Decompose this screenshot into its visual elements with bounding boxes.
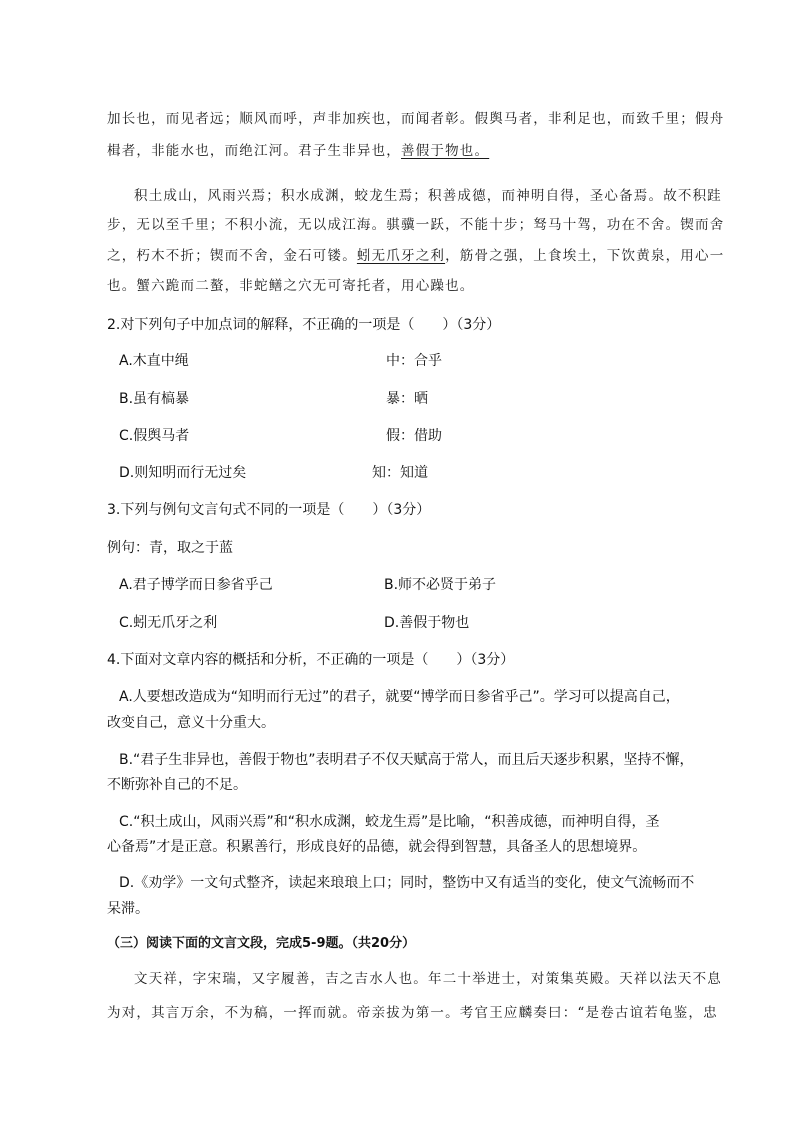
q3-example: 例句：青，取之于蓝	[107, 540, 233, 556]
q4-option-c-line2: 心备焉”才是正意。积累善行，形成良好的品德，就会得到智慧，具备圣人的思想境界。	[107, 839, 647, 855]
q2-option-c-gloss: 假：借助	[386, 428, 442, 444]
q4-option-d-line2: 呆滞。	[107, 901, 149, 917]
q3-option-c: C.蚓无爪牙之利	[119, 615, 218, 631]
underlined-phrase: 蚓无爪牙之利	[356, 248, 446, 264]
q2-option-c: C.假舆马者	[119, 428, 190, 444]
section3-heading: （三）阅读下面的文言文段，完成5-9题。（共20分）	[107, 936, 416, 951]
q4-option-c-line1: C.“积土成山，风雨兴焉”和“积水成渊，蛟龙生焉”是比喻，“积善成德，而神明自得，圣	[119, 814, 660, 830]
q3-option-d: D.善假于物也	[384, 615, 470, 631]
passage2-line4: 也。蟹六跪而二螯，非蛇鳝之穴无可寄托者，用心躁也。	[107, 278, 475, 294]
q2-option-b-gloss: 暴：晒	[386, 391, 428, 407]
q2-option-d: D.则知明而行无过矣	[119, 465, 247, 481]
q3-option-a: A.君子博学而日参省乎己	[119, 577, 273, 593]
q2-option-a: A.木直中绳	[119, 353, 189, 369]
q4-option-d-line1: D.《劝学》一文句式整齐，读起来琅琅上口；同时，整饬中又有适当的变化，使文气流畅而不	[119, 875, 695, 891]
passage2-line3-text: 之，朽木不折；锲而不舍，金石可镂。	[107, 248, 357, 264]
q3-stem: 3.下列与例句文言句式不同的一项是（ ）（3分）	[107, 502, 431, 518]
passage1-line1: 加长也，而见者远；顺风而呼，声非加疾也，而闻者彰。假舆马者，非利足也，而致千里；假舟	[107, 111, 725, 127]
q4-stem: 4.下面对文章内容的概括和分析，不正确的一项是（ ）（3分）	[107, 652, 515, 668]
section3-line1: 文天祥，字宋瑞，又字履善，吉之吉水人也。年二十举进士，对策集英殿。天祥以法天不息	[134, 971, 722, 987]
q4-option-b-line2: 不断弥补自己的不足。	[107, 777, 247, 793]
passage2-line1: 积土成山，风雨兴焉；积水成渊，蛟龙生焉；积善成德，而神明自得，圣心备焉。故不积跬	[134, 188, 722, 204]
passage1-line2-text: 楫者，非能水也，而绝江河。君子生非异也，	[107, 143, 401, 159]
q2-option-a-gloss: 中：合乎	[386, 353, 442, 369]
q2-stem: 2.对下列句子中加点词的解释，不正确的一项是（ ）（3分）	[107, 317, 501, 333]
q3-option-b: B.师不必贤于弟子	[384, 577, 497, 593]
q2-option-d-gloss: 知：知道	[372, 465, 428, 481]
q4-option-b-line1: B.“君子生非异也，善假于物也”表明君子不仅天赋高于常人，而且后天逐步积累，坚持不懈，	[119, 752, 694, 768]
q4-option-a-line2: 改变自己，意义十分重大。	[107, 715, 275, 731]
passage2-line3	[107, 244, 724, 264]
underlined-phrase: 善假于物也。	[401, 143, 490, 159]
section3-line2: 为对，其言万余，不为稿，一挥而就。帝亲拔为第一。考官王应麟奏曰：“是卷古谊若龟鉴，忠	[107, 1005, 718, 1021]
passage2-line3-rest: ，筋骨之强，上食埃土，下饮黄泉，用心一	[445, 248, 725, 264]
passage1-line2	[107, 139, 489, 159]
passage2-line2: 步，无以至千里；不积小流，无以成江海。骐骥一跃，不能十步；驽马十驾，功在不舍。锲而舍	[107, 217, 725, 233]
q4-option-a-line1: A.人要想改造成为“知明而行无过”的君子，就要“博学而日参省乎己”。学习可以提高自己，	[119, 689, 680, 705]
q2-option-b: B.虽有槁暴	[119, 391, 190, 407]
